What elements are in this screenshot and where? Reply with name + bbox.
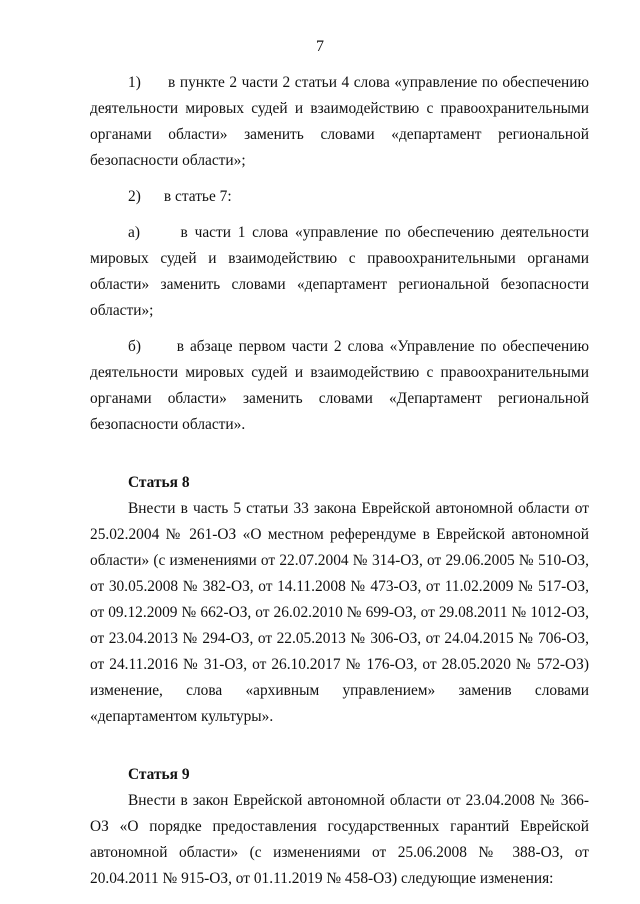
item-2-paragraph: 2) в статье 7: (128, 188, 232, 205)
article-9-text: Внести в закон Еврейской автономной области от 23.04.2008 № 366-ОЗ «О порядке предоставления государственных гарантий Еврейской автономной области» (с изменениями от 25.06.2008 № 388-ОЗ, от 20.04.2011 № 915-ОЗ, от 01.11.2019 № 458-ОЗ) следующие изменения: (90, 792, 589, 887)
article-8-heading: Статья 8 (128, 474, 190, 491)
item-b-paragraph: б) в абзаце первом части 2 слова «Управление по обеспечению деятельности мировых судей и взаимодействию с правоохранительными органами области» заменить словами «Департамент региональной безопасности области». (90, 338, 589, 433)
article-9-heading: Статья 9 (128, 766, 190, 783)
item-1-paragraph: 1) в пункте 2 части 2 статьи 4 слова «управление по обеспечению деятельности мировых судей и взаимодействию с правоохранительными органами области» заменить словами «департамент региональной безопасности области»; (90, 74, 589, 169)
article-8-text: Внести в часть 5 статьи 33 закона Еврейской автономной области от 25.02.2004 № 261-ОЗ «О местном референдуме в Еврейской автономной области» (с изменениями от 22.07.2004 № 314-ОЗ, от 29.06.2005 № 510-ОЗ, от 30.05.2008 № 382-ОЗ, от 14.11.2008 № 473-ОЗ, от 11.02.2009 № 517-ОЗ, от 09.12.2009 № 662-ОЗ, от 26.02.2010 № 699-ОЗ, от 29.08.2011 № 1012-ОЗ, от 23.04.2013 № 294-ОЗ, от 22.05.2013 № 306-ОЗ, от 24.04.2015 № 706-ОЗ, от 24.11.2016 № 31-ОЗ, от 26.10.2017 № 176-ОЗ, от 28.05.2020 № 572-ОЗ) изменение, слова «архивным управлением» заменив словами «департаментом культуры». (90, 500, 589, 725)
page-number: 7 (316, 38, 324, 55)
item-a-paragraph: а) в части 1 слова «управление по обеспечению деятельности мировых судей и взаимодействию с правоохранительными органами области» заменить словами «департамент региональной безопасности области»; (90, 224, 589, 319)
document-body (90, 70, 589, 892)
